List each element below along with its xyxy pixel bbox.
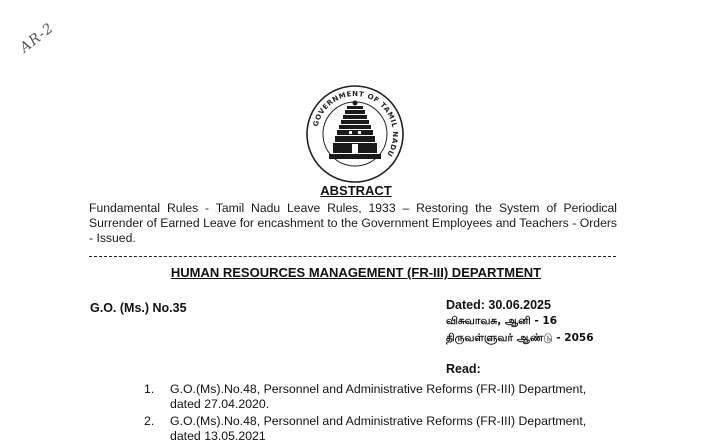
reference-item [144, 414, 604, 443]
dated-label: Dated: 30.06.2025 [446, 298, 551, 312]
handwritten-annotation: AR-2 [17, 19, 58, 57]
subject-text: Fundamental Rules - Tamil Nadu Leave Rules, 1933 – Restoring the System of Periodical Surrender of Earned Leave for encashment to the Government Employees and Teachers - Orders - Issued. [89, 201, 617, 246]
reference-number: 2. [144, 414, 155, 428]
reference-text: G.O.(Ms).No.48, Personnel and Administrative Reforms (FR-III) Department, dated 27.04.2020. [170, 382, 587, 411]
reference-item [144, 382, 604, 411]
tamil-date-line-1: விசுவாவசு, ஆனி - 16 [446, 315, 557, 327]
reference-list [144, 382, 604, 446]
reference-number: 1. [144, 382, 155, 396]
dashed-divider [89, 256, 616, 257]
reference-text: G.O.(Ms).No.48, Personnel and Administrative Reforms (FR-III) Department, dated 13.05.2021 [170, 414, 587, 443]
department-heading: HUMAN RESOURCES MANAGEMENT (FR-III) DEPARTMENT [170, 265, 542, 280]
emblem-ring-text: GOVERNMENT OF TAMIL NADU [311, 89, 400, 159]
abstract-heading: ABSTRACT [320, 183, 392, 198]
read-heading: Read: [446, 362, 481, 376]
go-number: G.O. (Ms.) No.35 [90, 301, 187, 315]
tamil-nadu-emblem-icon [303, 82, 407, 186]
tamil-date-line-2: திருவள்ளுவர் ஆண்டு - 2056 [446, 332, 594, 344]
